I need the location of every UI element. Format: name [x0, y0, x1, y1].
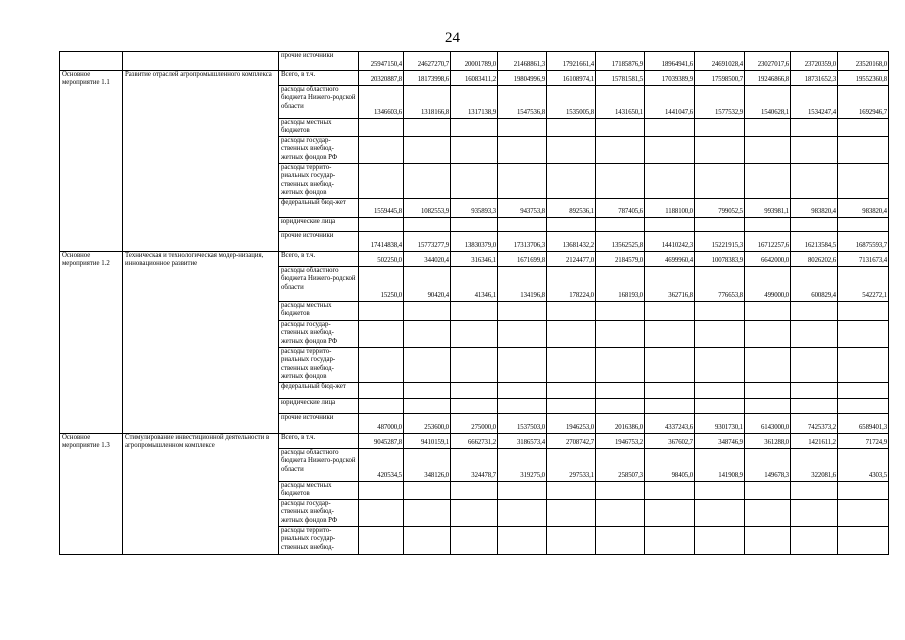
value-cell	[791, 383, 838, 399]
value-cell	[745, 302, 791, 321]
value-cell	[645, 383, 695, 399]
value-cell	[695, 383, 745, 399]
value-cell: 9410159,1	[404, 434, 451, 449]
value-cell: 23520168,0	[838, 52, 889, 71]
value-cell: 7425373,2	[791, 414, 838, 434]
value-cell: 499000,0	[745, 267, 791, 302]
value-cell: 6642000,0	[745, 252, 791, 267]
value-cell	[745, 218, 791, 232]
source-cell: расходы местных бюджетов	[279, 119, 359, 137]
value-cell	[791, 321, 838, 348]
page-number: 24	[445, 30, 460, 46]
value-cell	[596, 164, 645, 199]
value-cell	[451, 137, 498, 164]
value-cell: 2124477,0	[547, 252, 596, 267]
value-cell	[359, 348, 404, 383]
value-cell	[547, 399, 596, 414]
value-cell: 258507,3	[596, 449, 645, 482]
value-cell	[838, 218, 889, 232]
value-cell	[359, 527, 404, 555]
value-cell	[695, 302, 745, 321]
value-cell: 275000,0	[451, 414, 498, 434]
value-cell: 983820,4	[838, 199, 889, 218]
value-cell: 1692946,7	[838, 86, 889, 119]
value-cell	[745, 500, 791, 527]
value-cell	[745, 383, 791, 399]
source-cell: федеральный бюд-жет	[279, 199, 359, 218]
value-cell	[451, 383, 498, 399]
value-cell	[359, 218, 404, 232]
value-cell: 1946753,2	[596, 434, 645, 449]
value-cell: 1421611,2	[791, 434, 838, 449]
value-cell: 487000,0	[359, 414, 404, 434]
value-cell	[404, 302, 451, 321]
source-cell: расходы областного бюджета Нижего-родской области	[279, 449, 359, 482]
value-cell	[645, 482, 695, 500]
value-cell: 1946253,0	[547, 414, 596, 434]
value-cell	[547, 164, 596, 199]
value-cell	[695, 321, 745, 348]
value-cell	[745, 137, 791, 164]
source-cell: расходы террито-риальных государ-ственных внебюд-жетных фондов	[279, 164, 359, 199]
value-cell: 322081,6	[791, 449, 838, 482]
value-cell: 19246866,8	[745, 71, 791, 86]
value-cell	[498, 164, 547, 199]
value-cell	[404, 527, 451, 555]
value-cell	[451, 399, 498, 414]
value-cell	[451, 482, 498, 500]
value-cell	[645, 164, 695, 199]
source-cell: прочие источники	[279, 232, 359, 252]
value-cell	[791, 527, 838, 555]
value-cell	[645, 302, 695, 321]
source-cell: расходы местных бюджетов	[279, 302, 359, 321]
value-cell: 344020,4	[404, 252, 451, 267]
value-cell	[695, 137, 745, 164]
value-cell: 41346,1	[451, 267, 498, 302]
value-cell	[547, 218, 596, 232]
value-cell	[359, 500, 404, 527]
value-cell: 16108974,1	[547, 71, 596, 86]
value-cell	[359, 302, 404, 321]
value-cell: 23720359,0	[791, 52, 838, 71]
value-cell	[596, 482, 645, 500]
value-cell	[359, 119, 404, 137]
value-cell: 1317138,9	[451, 86, 498, 119]
value-cell: 9301730,1	[695, 414, 745, 434]
value-cell	[645, 119, 695, 137]
source-cell: расходы областного бюджета Нижего-родской области	[279, 267, 359, 302]
value-cell: 348746,9	[695, 434, 745, 449]
value-cell: 1577532,9	[695, 86, 745, 119]
budget-table	[59, 51, 889, 555]
value-cell	[596, 383, 645, 399]
value-cell	[838, 321, 889, 348]
value-cell	[404, 137, 451, 164]
value-cell	[645, 399, 695, 414]
value-cell	[547, 383, 596, 399]
value-cell: 1534247,4	[791, 86, 838, 119]
value-cell	[695, 527, 745, 555]
value-cell	[451, 500, 498, 527]
value-cell: 4699960,4	[645, 252, 695, 267]
value-cell	[451, 218, 498, 232]
value-cell: 1431650,1	[596, 86, 645, 119]
value-cell: 319275,0	[498, 449, 547, 482]
value-cell	[547, 302, 596, 321]
value-cell	[451, 119, 498, 137]
measure-cell: Основное мероприятие 1.2	[60, 252, 123, 434]
value-cell: 4303,5	[838, 449, 889, 482]
value-cell	[498, 399, 547, 414]
value-cell	[838, 527, 889, 555]
value-cell	[596, 302, 645, 321]
value-cell: 1082553,9	[404, 199, 451, 218]
value-cell: 253600,0	[404, 414, 451, 434]
value-cell: 7131673,4	[838, 252, 889, 267]
description-cell: Развитие отраслей агропромышленного комплекса	[123, 71, 279, 252]
value-cell	[451, 348, 498, 383]
value-cell	[645, 321, 695, 348]
value-cell	[451, 164, 498, 199]
value-cell: 13681432,2	[547, 232, 596, 252]
value-cell	[498, 137, 547, 164]
value-cell: 19552360,8	[838, 71, 889, 86]
value-cell	[645, 500, 695, 527]
value-cell	[547, 137, 596, 164]
value-cell	[791, 348, 838, 383]
value-cell: 502250,0	[359, 252, 404, 267]
value-cell: 6662731,2	[451, 434, 498, 449]
value-cell	[498, 218, 547, 232]
value-cell: 324478,7	[451, 449, 498, 482]
value-cell	[547, 348, 596, 383]
value-cell: 3186573,4	[498, 434, 547, 449]
value-cell: 9045287,8	[359, 434, 404, 449]
source-cell: юридические лица	[279, 399, 359, 414]
value-cell	[695, 399, 745, 414]
value-cell	[838, 399, 889, 414]
value-cell	[695, 218, 745, 232]
measure-cell	[60, 52, 123, 71]
value-cell: 15221915,3	[695, 232, 745, 252]
value-cell	[359, 321, 404, 348]
value-cell: 17414838,4	[359, 232, 404, 252]
source-cell: расходы местных бюджетов	[279, 482, 359, 500]
value-cell	[745, 399, 791, 414]
source-cell: юридические лица	[279, 218, 359, 232]
value-cell	[404, 399, 451, 414]
value-cell: 18964941,6	[645, 52, 695, 71]
value-cell	[404, 119, 451, 137]
value-cell	[359, 482, 404, 500]
value-cell: 141908,9	[695, 449, 745, 482]
value-cell: 316346,1	[451, 252, 498, 267]
value-cell: 15773277,9	[404, 232, 451, 252]
value-cell: 17313706,3	[498, 232, 547, 252]
value-cell: 16213584,5	[791, 232, 838, 252]
value-cell	[404, 321, 451, 348]
value-cell: 993981,1	[745, 199, 791, 218]
value-cell	[404, 348, 451, 383]
value-cell	[838, 348, 889, 383]
value-cell: 2184579,0	[596, 252, 645, 267]
value-cell: 17921661,4	[547, 52, 596, 71]
value-cell: 1540628,1	[745, 86, 791, 119]
table-row	[60, 434, 889, 449]
value-cell	[745, 482, 791, 500]
table-row	[60, 71, 889, 86]
value-cell: 19804996,9	[498, 71, 547, 86]
value-cell: 1188100,0	[645, 199, 695, 218]
value-cell: 420534,5	[359, 449, 404, 482]
value-cell: 1441047,6	[645, 86, 695, 119]
value-cell	[596, 137, 645, 164]
value-cell	[498, 527, 547, 555]
value-cell: 16712257,6	[745, 232, 791, 252]
value-cell	[498, 321, 547, 348]
value-cell: 2016386,0	[596, 414, 645, 434]
value-cell: 787405,6	[596, 199, 645, 218]
value-cell	[596, 399, 645, 414]
source-cell: расходы террито-риальных государ-ственных внебюд-жетных фондов	[279, 348, 359, 383]
value-cell	[359, 137, 404, 164]
measure-cell: Основное мероприятие 1.1	[60, 71, 123, 252]
value-cell: 149678,3	[745, 449, 791, 482]
source-cell: Всего, в т.ч.	[279, 71, 359, 86]
value-cell	[498, 500, 547, 527]
value-cell: 21468861,3	[498, 52, 547, 71]
value-cell: 90420,4	[404, 267, 451, 302]
value-cell	[838, 383, 889, 399]
value-cell	[547, 527, 596, 555]
value-cell: 776653,8	[695, 267, 745, 302]
value-cell	[745, 348, 791, 383]
value-cell	[695, 500, 745, 527]
value-cell	[451, 321, 498, 348]
value-cell	[498, 482, 547, 500]
value-cell: 348126,0	[404, 449, 451, 482]
value-cell	[838, 302, 889, 321]
value-cell: 542272,1	[838, 267, 889, 302]
value-cell: 134196,8	[498, 267, 547, 302]
table-row	[60, 52, 889, 71]
value-cell: 14410242,3	[645, 232, 695, 252]
source-cell: Всего, в т.ч.	[279, 434, 359, 449]
value-cell: 600829,4	[791, 267, 838, 302]
source-cell: расходы областного бюджета Нижего-родской области	[279, 86, 359, 119]
value-cell	[547, 500, 596, 527]
value-cell: 18731652,3	[791, 71, 838, 86]
value-cell: 98405,0	[645, 449, 695, 482]
value-cell: 168193,0	[596, 267, 645, 302]
value-cell	[596, 321, 645, 348]
value-cell	[791, 500, 838, 527]
value-cell: 1671699,8	[498, 252, 547, 267]
value-cell	[791, 137, 838, 164]
value-cell: 6143000,0	[745, 414, 791, 434]
value-cell	[745, 321, 791, 348]
value-cell: 4337243,6	[645, 414, 695, 434]
value-cell	[596, 527, 645, 555]
source-cell: федеральный бюд-жет	[279, 383, 359, 399]
value-cell	[695, 164, 745, 199]
value-cell	[596, 348, 645, 383]
value-cell: 799052,5	[695, 199, 745, 218]
table-row	[60, 252, 889, 267]
value-cell: 13562525,8	[596, 232, 645, 252]
value-cell: 71724,9	[838, 434, 889, 449]
value-cell: 20320887,8	[359, 71, 404, 86]
value-cell: 13830379,0	[451, 232, 498, 252]
value-cell: 15250,0	[359, 267, 404, 302]
value-cell	[498, 383, 547, 399]
value-cell	[745, 164, 791, 199]
value-cell: 1537503,0	[498, 414, 547, 434]
value-cell	[695, 482, 745, 500]
description-cell: Стимулирование инвестиционной деятельности в агропромышленном комплексе	[123, 434, 279, 555]
value-cell	[547, 321, 596, 348]
value-cell	[596, 500, 645, 527]
value-cell	[359, 399, 404, 414]
source-cell: расходы государ-ственных внебюд-жетных фондов РФ	[279, 500, 359, 527]
source-cell: расходы террито-риальных государ-ственных внебюд-	[279, 527, 359, 555]
value-cell: 1559445,8	[359, 199, 404, 218]
value-cell	[547, 482, 596, 500]
value-cell	[791, 482, 838, 500]
value-cell	[498, 119, 547, 137]
value-cell: 17185876,9	[596, 52, 645, 71]
value-cell: 367602,7	[645, 434, 695, 449]
measure-cell: Основное мероприятие 1.3	[60, 434, 123, 555]
source-cell: расходы государ-ственных внебюд-жетных фондов РФ	[279, 137, 359, 164]
description-cell	[123, 52, 279, 71]
source-cell: прочие источники	[279, 52, 359, 71]
value-cell	[359, 164, 404, 199]
value-cell	[838, 137, 889, 164]
description-cell: Техническая и технологическая модер-низация, инновационное развитие	[123, 252, 279, 434]
value-cell	[838, 119, 889, 137]
value-cell	[838, 164, 889, 199]
value-cell: 6589401,3	[838, 414, 889, 434]
value-cell: 1547536,8	[498, 86, 547, 119]
value-cell	[645, 218, 695, 232]
value-cell: 935893,3	[451, 199, 498, 218]
source-cell: Всего, в т.ч.	[279, 252, 359, 267]
value-cell	[359, 383, 404, 399]
value-cell	[404, 218, 451, 232]
value-cell: 1346603,6	[359, 86, 404, 119]
value-cell	[838, 482, 889, 500]
value-cell	[791, 164, 838, 199]
value-cell: 361288,0	[745, 434, 791, 449]
value-cell: 943753,8	[498, 199, 547, 218]
value-cell	[745, 527, 791, 555]
value-cell: 1318166,8	[404, 86, 451, 119]
value-cell: 8026202,6	[791, 252, 838, 267]
value-cell: 15781581,5	[596, 71, 645, 86]
value-cell: 20001789,0	[451, 52, 498, 71]
value-cell	[451, 527, 498, 555]
value-cell: 983820,4	[791, 199, 838, 218]
source-cell: расходы государ-ственных внебюд-жетных фондов РФ	[279, 321, 359, 348]
value-cell	[404, 383, 451, 399]
value-cell	[404, 482, 451, 500]
value-cell: 16083411,2	[451, 71, 498, 86]
value-cell	[791, 302, 838, 321]
value-cell	[791, 119, 838, 137]
value-cell	[498, 302, 547, 321]
value-cell: 16875593,7	[838, 232, 889, 252]
value-cell	[645, 348, 695, 383]
value-cell: 24691028,4	[695, 52, 745, 71]
source-cell: прочие источники	[279, 414, 359, 434]
value-cell: 2708742,7	[547, 434, 596, 449]
value-cell	[596, 218, 645, 232]
value-cell: 178224,0	[547, 267, 596, 302]
value-cell: 362716,8	[645, 267, 695, 302]
value-cell: 18173998,6	[404, 71, 451, 86]
value-cell: 1535005,8	[547, 86, 596, 119]
value-cell	[451, 302, 498, 321]
value-cell	[695, 119, 745, 137]
value-cell	[404, 500, 451, 527]
value-cell	[745, 119, 791, 137]
value-cell: 24627270,7	[404, 52, 451, 71]
value-cell: 23027017,6	[745, 52, 791, 71]
value-cell	[596, 119, 645, 137]
value-cell	[695, 348, 745, 383]
value-cell: 10078383,9	[695, 252, 745, 267]
value-cell	[645, 527, 695, 555]
value-cell	[498, 348, 547, 383]
value-cell: 297533,1	[547, 449, 596, 482]
value-cell	[547, 119, 596, 137]
value-cell	[838, 500, 889, 527]
value-cell	[404, 164, 451, 199]
value-cell: 892536,1	[547, 199, 596, 218]
value-cell: 17039389,9	[645, 71, 695, 86]
value-cell	[791, 399, 838, 414]
value-cell	[791, 218, 838, 232]
value-cell: 17598500,7	[695, 71, 745, 86]
value-cell: 25947150,4	[359, 52, 404, 71]
value-cell	[645, 137, 695, 164]
